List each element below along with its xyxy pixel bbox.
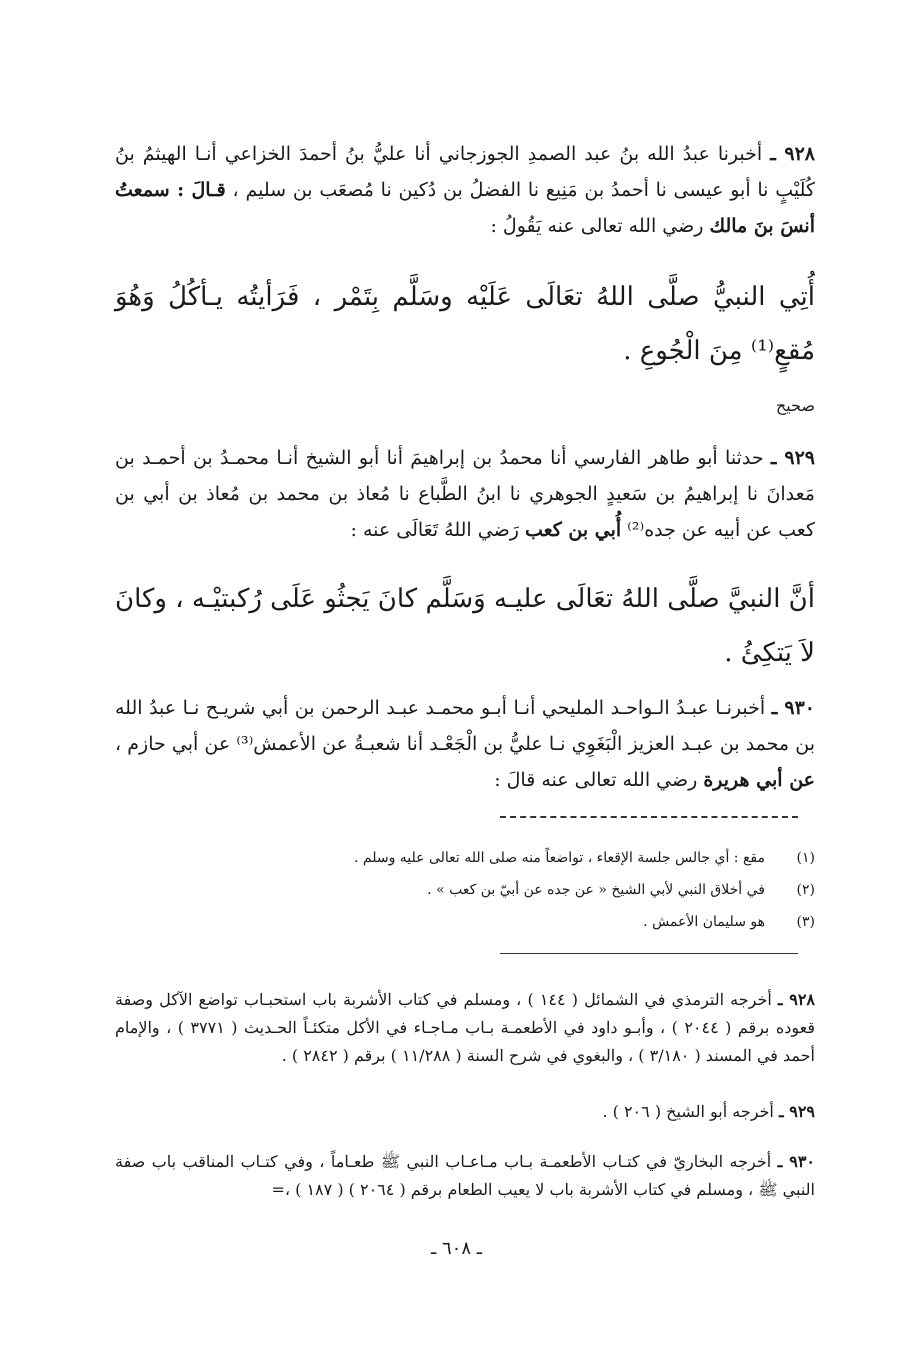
- hadith-number: ٩٢٩ ـ: [770, 447, 815, 469]
- footnote-separator: [500, 816, 798, 818]
- takhrij-entry: [115, 1148, 815, 1204]
- hadith-number: ٩٣٠ ـ: [771, 697, 815, 719]
- isnad-text: أخبرنـا عبـدُ الـواحـد المليحي أنـا أبـو محمـد عبـد الرحمن بن أبي شريـح نـا عبدُ الله بن محمد بن عبـد العزيز الْبَغَوِي نـا عليُّ بن الْجَعْـد أنا شعبـةُ عن الأعمش⁽³⁾ عن أبي حازم ،: [115, 697, 815, 755]
- takhrij-text: أخرجه الترمذي في الشمائل ( ١٤٤ ) ، ومسلم في كتاب الأشربة باب استحبـاب تواضع الآكل وصفة قعوده برقم ( ٢٠٤٤ ) ، وأبـو داود في الأطعمـة بـاب مـاجـاء في الأكل متكئـاً الحـديث ( ٣٧٧١ ) ، والإمام أحمد في المسند ( ٣/١٨٠ ) ، والبغوي في شرح السنة ( ١١/٢٨٨ ) برقم ( ٢٨٤٢ ) .: [115, 990, 816, 1065]
- hadith-929-isnad: [115, 440, 815, 548]
- isnad-text: حدثنا أبو طاهر الفارسي أنا محمدُ بن إبراهيمَ أنا أبو الشيخ أنـا محمـدُ بن أحمـد بن مَعدانَ نا إبراهيمُ بن سَعيدٍ الجوهري نا ابنُ الطَّباع نا مُعاذ بن محمد بن مُعاذ بن أبي بن كعب عن أبيه عن جده⁽²⁾: [115, 447, 815, 541]
- narrator-name: أُبي بن كعب: [524, 519, 622, 541]
- hadith-number: ٩٢٨ ـ: [770, 143, 815, 165]
- page-number: ـ ٦٠٨ ـ: [430, 1238, 482, 1259]
- hadith-928-matn: أُتِي النبيُّ صلَّى اللهُ تعَالَى عَلَيْه وسَلَّم بِتَمْر ، فَرَأيتُه يـأكُلُ وَهُوَ مُقعٍ⁽¹⁾ مِنَ الْجُوعِ .: [115, 282, 815, 366]
- takhrij-number: ٩٢٩ ـ: [778, 1102, 815, 1121]
- takhrij-entry: [115, 1098, 815, 1126]
- isnad-text: رَضي اللهُ تَعَالَى عنه :: [350, 519, 525, 541]
- footnote: [95, 848, 815, 868]
- footnote-number: (٢): [796, 882, 815, 898]
- takhrij-number: ٩٣٠ ـ: [777, 1152, 815, 1171]
- hadith-929-matn: أنَّ النبيَّ صلَّى اللهُ تعَالَى عليـه وَسَلَّم كانَ يَجثُو عَلَى رُكبتيْـه ، وكانَ لاَ يَتكِئُ .: [115, 584, 815, 668]
- isnad-text: رضي الله تعالى عنه قالَ :: [494, 769, 704, 791]
- hadith-930-isnad: [115, 690, 815, 798]
- footnote-text: في أخلاق النبي لأبي الشيخ « عن جده عن أبيّ بن كعب » .: [427, 882, 765, 898]
- takhrij-entry: [115, 986, 815, 1070]
- footnote-number: (٣): [796, 914, 815, 930]
- takhrij-text: أخرجه أبو الشيخ ( ٢٠٦ ) .: [602, 1102, 779, 1121]
- narrator-name: عن أبي هريرة: [703, 769, 815, 791]
- takhrij-number: ٩٢٨ ـ: [777, 990, 815, 1009]
- footnote-text: مقع : أي جالس جلسة الإقعاء ، تواضعاً منه صلى الله تعالى عليه وسلم .: [353, 850, 765, 866]
- isnad-text: رضي الله تعالى عنه يَقُولُ :: [490, 215, 710, 237]
- footnote-number: (١): [796, 850, 815, 866]
- narrator-name: قـالَ : سمعتُ أنسَ بنَ مالك: [115, 179, 815, 237]
- hadith-928-isnad: [115, 136, 815, 244]
- takhrij-text: أخرجه البخاريّ في كتـاب الأطعمـة بـاب مـاعـاب النبي ﷺ طعـاماً ، وفي كتـاب المناقب باب صفة النبي ﷺ ، ومسلم في كتاب الأشربة باب لا يعيب الطعام برقم ( ٢٠٦٤ ) ( ١٨٧ ) ،=: [115, 1152, 815, 1199]
- footnote: [95, 912, 815, 932]
- takhrij-separator: [500, 953, 798, 954]
- hadith-grade: صحيح: [775, 396, 815, 415]
- footnote-text: هو سليمان الأعمش .: [643, 914, 765, 930]
- isnad-text: أخبرنا عبدُ الله بنُ عبد الصمدِ الجوزجاني أنا عليُّ بنُ أحمدَ الخزاعي أنـا الهيثمُ بنُ كُلَيْبٍ نا أبو عيسى نا أحمدُ بن مَنِيع نا الفضلُ بن دُكين نا مُصعَب بن سليم ،: [115, 143, 815, 201]
- footnote: [95, 880, 815, 900]
